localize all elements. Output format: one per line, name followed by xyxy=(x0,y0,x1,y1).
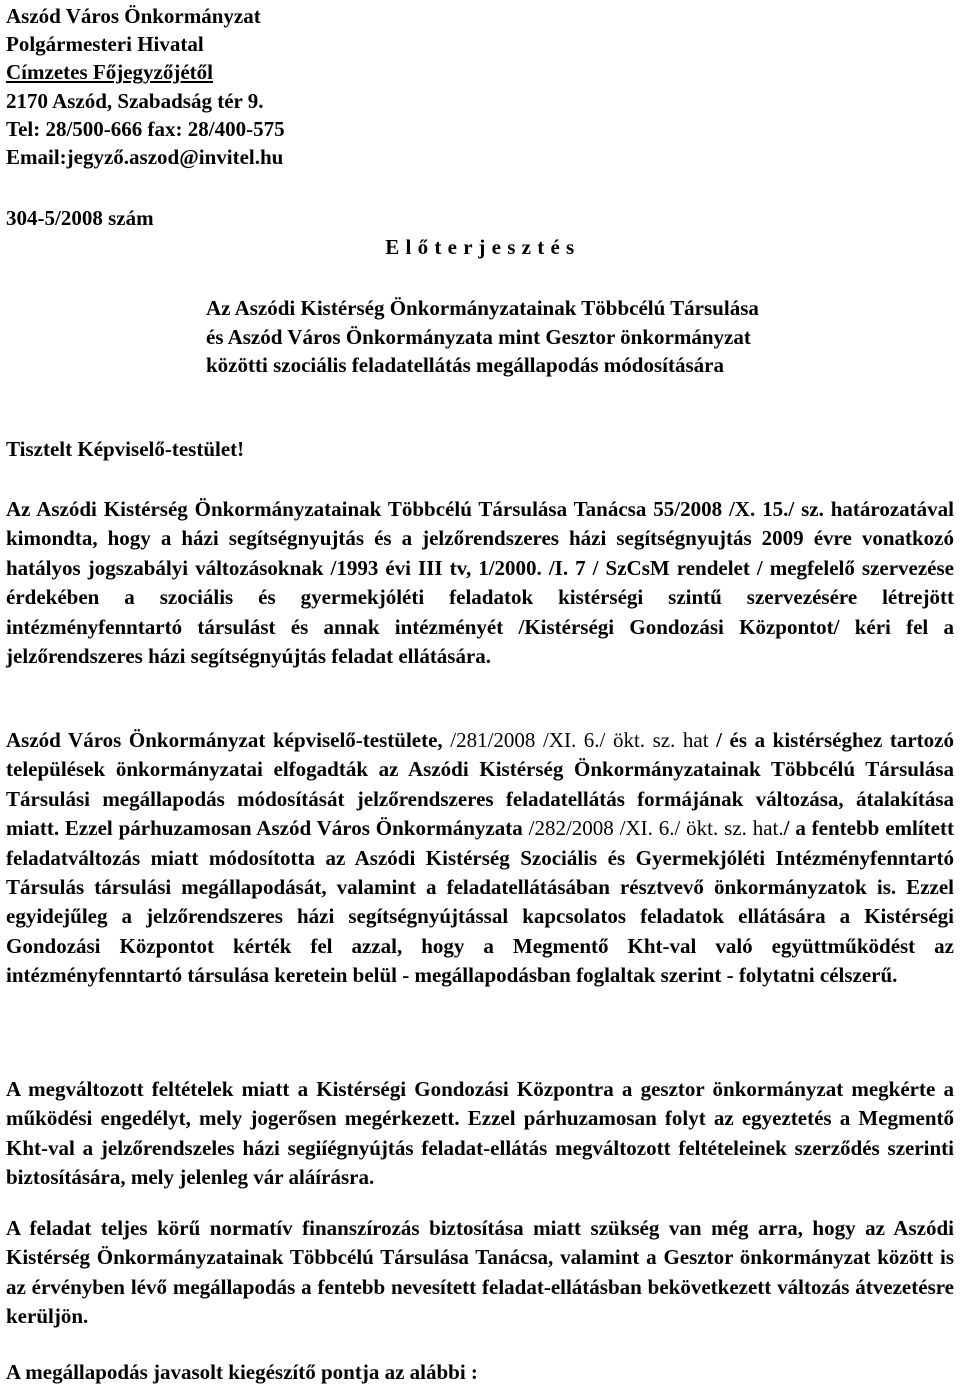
paragraph-text: / a fentebb említett feladatváltozás miatt módosította az Aszódi Kistérség Szociális és Gyermekjóléti Intézményfenntartó Társulás társulási megállapodását, valamint a feladatellátásában résztvevő önkormányzatok is. Ezzel egyidejűleg a jelzőrendszeres házi segítségnyújtással kapcsolatos feladatok ellátására a Kistérségi Gondozási Központot kérték fel azzal, hogy a Megmentő Kht-val való együttműködést az intézményfenntartó társulása keretein belül - megállapodásban foglaltak szerint - folytatni célszerű. xyxy=(6,816,954,988)
closing-line: A megállapodás javasolt kiegészítő pontja az alábbi : xyxy=(6,1360,478,1384)
reference-number: 304-5/2008 szám xyxy=(6,206,154,230)
resolution-reference: /281/2008 /XI. 6./ ökt. sz. hat xyxy=(450,728,709,752)
subject-line: közötti szociális feladatellátás megállapodás módosítására xyxy=(206,353,724,377)
letterhead-address: 2170 Aszód, Szabadság tér 9. xyxy=(6,88,264,113)
paragraph-text: Aszód Város Önkormányzat képviselő-testülete, xyxy=(6,728,451,752)
paragraph: Az Aszódi Kistérség Önkormányzatainak Többcélú Társulása Tanácsa 55/2008 /X. 15./ sz. határozatával kimondta, hogy a házi segítségnyujtás és a jelzőrendszeres házi segítségnyujtás 2009 évre vonatkozó hatályos jogszabályi változásoknak /1993 évi III tv, 1/2000. /I. 7 / SzCsM rendelet / megfelelő szervezése érdekében a szociális és gyermekjóléti feladatok kistérségi szintű szervezésére létrejött intézményfenntartó társulást és annak intézményét /Kistérségi Gondozási Központot/ kéri fel a jelzőrendszeres házi segítségnyújtás feladat ellátására. xyxy=(6,497,954,669)
letterhead xyxy=(6,2,954,171)
paragraph xyxy=(6,726,954,991)
paragraph: A megváltozott feltételek miatt a Kistérségi Gondozási Központra a gesztor önkormányzat megkérte a működési engedélyt, mely jogerősen megérkezett. Ezzel párhuzamosan folyt az egyeztetés a Megmentő Kht-val a jelzőrendszeles házi segiíégnyújtás feladat-ellátás megváltozott feltételeinek szerződés szerinti biztosítására, mely jelenleg vár aláírásra. xyxy=(6,1077,954,1190)
subject-block xyxy=(206,294,906,380)
resolution-reference: /282/2008 /XI. 6./ ökt. sz. hat. xyxy=(528,816,784,841)
letterhead-email: Email:jegyző.aszod@invitel.hu xyxy=(6,145,284,170)
letterhead-municipality: Aszód Város Önkormányzat xyxy=(6,4,261,28)
letterhead-sender: Címzetes Főjegyzőjétől xyxy=(6,60,213,85)
letterhead-phone: Tel: 28/500-666 fax: 28/400-575 xyxy=(6,116,285,141)
letterhead-office: Polgármesteri Hivatal xyxy=(6,32,204,57)
paragraph-text: / és a kistérséghez tartozó települések önkormányzatai elfogadták az Aszódi Kistérség Önkormányzatainak Többcélú Társulása Társulási megállapodás módosítását jelzőrendszeres feladatellátás formájának változása, átalakítása miatt. Ezzel párhuzamosan Aszód Város Önkormányzata xyxy=(6,728,954,841)
subject-line: és Aszód Város Önkormányzata mint Gesztor önkormányzat xyxy=(206,324,751,349)
document-title: E l ő t e r j e s z t é s xyxy=(385,235,575,259)
subject-line: Az Aszódi Kistérség Önkormányzatainak Többcélú Társulása xyxy=(206,296,759,320)
paragraph: A feladat teljes körű normatív finanszírozás biztosítása miatt szükség van még arra, hogy az Aszódi Kistérség Önkormányzatainak Többcélú Társulása Tanácsa, valamint a Gesztor önkormányzat között is az érvényben lévő megállapodás a fentebb nevesített feladat-ellátásban bekövetkezett változás átvezetésre kerüljön. xyxy=(6,1216,954,1329)
salutation: Tisztelt Képviselő-testület! xyxy=(6,437,245,461)
